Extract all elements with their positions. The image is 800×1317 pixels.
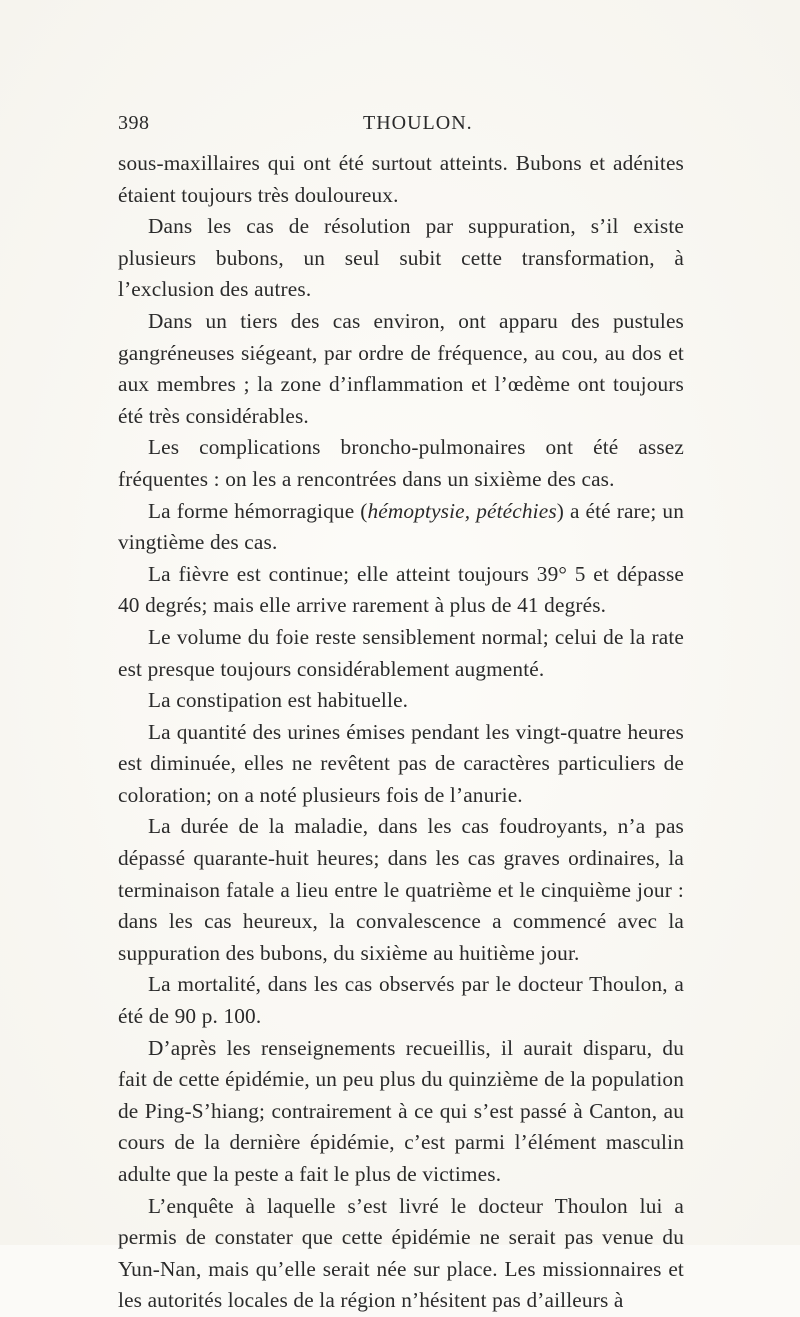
paragraph: sous-maxillaires qui ont été surtout atteints. Bubons et adénites étaient toujours très douloureux. — [118, 151, 684, 207]
paragraph: La quantité des urines émises pendant les vingt-quatre heures est diminuée, elles ne revêtent pas de caractères particuliers de coloration; on a noté plusieurs fois de l’anurie. — [118, 719, 684, 807]
paragraph: Le volume du foie reste sensiblement normal; celui de la rate est presque toujours considérablement augmenté. — [118, 624, 684, 681]
paragraph: D’après les renseignements recueillis, il aurait disparu, du fait de cette épidémie, un peu plus du quinzième de la population de Ping-S’hiang; contrairement à ce qui s’est passé à Canton, au cours de la dernière épidémie, c’est parmi l’élément masculin adulte que la peste a fait le plus de victimes. — [118, 1035, 684, 1186]
paragraph: Dans un tiers des cas environ, ont apparu des pustules gangréneuses siégeant, par ordre de fréquence, au cou, au dos et aux membres ; la zone d’inflammation et l’œdème ont toujours été très considérables. — [118, 308, 684, 428]
running-head: THOULON. — [363, 112, 473, 134]
paragraph-text: ) a été rare; un vingtième des cas. — [118, 498, 684, 555]
paragraph: La durée de la maladie, dans les cas foudroyants, n’a pas dépassé quarante-huit heures; dans les cas graves ordinaires, la terminaison fatale a lieu entre le quatrième et le cinquième jour : dans les cas heureux, la convalescence a commencé avec la suppuration des bubons, du sixième au huitième jour. — [118, 814, 684, 965]
paragraph: La fièvre est continue; elle atteint toujours 39° 5 et dépasse 40 degrés; mais elle arrive rarement à plus de 41 degrés. — [118, 561, 684, 618]
paragraph: Les complications broncho-pulmonaires ont été assez fréquentes : on les a rencontrées dans un sixième des cas. — [118, 435, 684, 491]
paragraph: L’enquête à laquelle s’est livré le docteur Thoulon lui a permis de constater que cette épidémie ne serait pas venue du Yun-Nan, mais qu’elle serait née sur place. Les missionnaires et les autorités locales de la région n’hésitent pas d’ailleurs à — [118, 1193, 684, 1313]
paragraph: La constipation est habituelle. — [148, 688, 409, 713]
paragraph-text: La forme hémorragique ( — [148, 498, 368, 523]
italic-text: hémoptysie, pétéchies — [367, 498, 557, 523]
page-header — [118, 112, 683, 146]
paragraph — [118, 496, 684, 559]
paragraph: La mortalité, dans les cas observés par le docteur Thoulon, a été de 90 p. 100. — [118, 972, 684, 1029]
body-text — [118, 148, 684, 1317]
page-number: 398 — [118, 112, 150, 134]
paragraph: Dans les cas de résolution par suppuration, s’il existe plusieurs bubons, un seul subit cette transformation, à l’exclusion des autres. — [118, 214, 684, 302]
